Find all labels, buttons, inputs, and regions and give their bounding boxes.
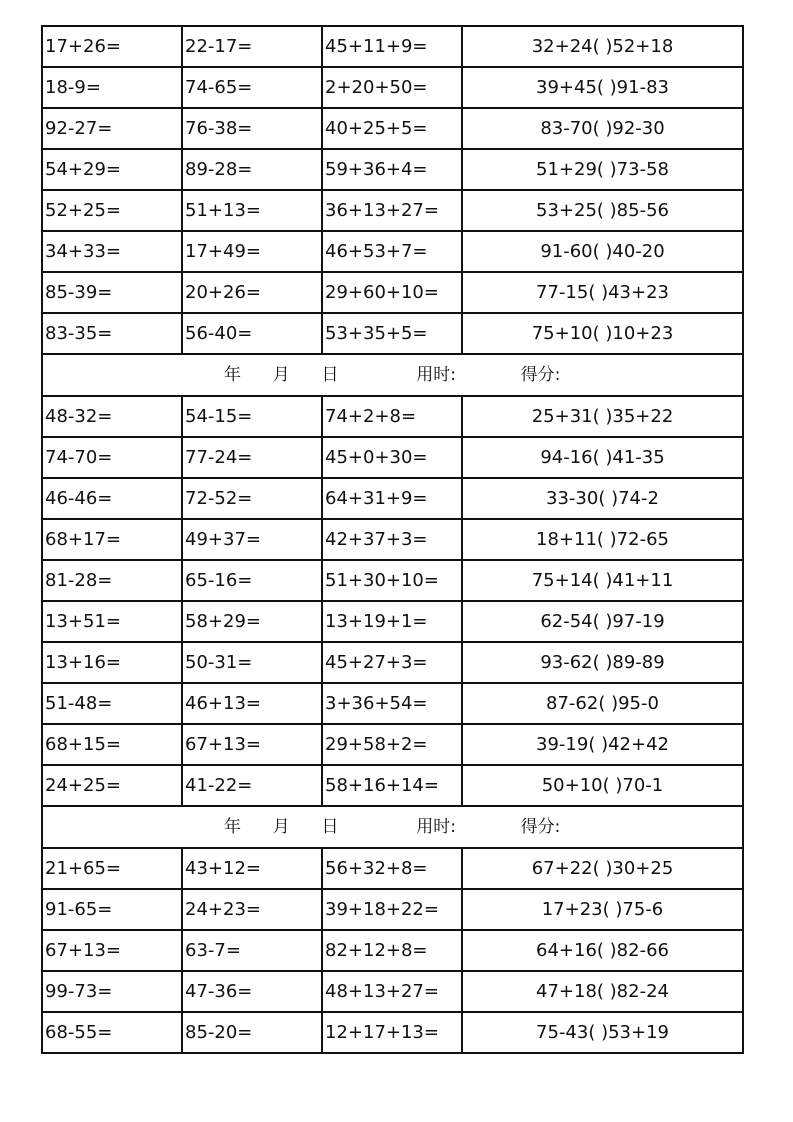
comparison-problem: 25+31( )35+22: [462, 396, 743, 437]
comparison-problem: 47+18( )82-24: [462, 971, 743, 1012]
problem-col-2: 46+13=: [182, 683, 322, 724]
comparison-problem: 93-62( )89-89: [462, 642, 743, 683]
problem-col-3: 53+35+5=: [322, 313, 462, 354]
problem-col-1: 17+26=: [42, 26, 182, 67]
problem-col-3: 29+60+10=: [322, 272, 462, 313]
problem-col-1: 18-9=: [42, 67, 182, 108]
problem-col-3: 48+13+27=: [322, 971, 462, 1012]
problem-col-3: 3+36+54=: [322, 683, 462, 724]
problem-col-1: 46-46=: [42, 478, 182, 519]
problem-row: [42, 601, 743, 642]
comparison-problem: 62-54( )97-19: [462, 601, 743, 642]
problem-col-3: 46+53+7=: [322, 231, 462, 272]
problem-row: [42, 272, 743, 313]
problem-row: [42, 642, 743, 683]
problem-col-3: 74+2+8=: [322, 396, 462, 437]
problem-row: [42, 560, 743, 601]
problem-col-1: 13+16=: [42, 642, 182, 683]
problem-col-2: 50-31=: [182, 642, 322, 683]
problem-col-2: 49+37=: [182, 519, 322, 560]
problem-col-1: 13+51=: [42, 601, 182, 642]
problem-col-1: 68-55=: [42, 1012, 182, 1053]
problem-row: [42, 437, 743, 478]
score-label: 得分:: [520, 365, 561, 385]
problem-col-3: 45+0+30=: [322, 437, 462, 478]
date-time-score-row: [42, 806, 743, 848]
comparison-problem: 53+25( )85-56: [462, 190, 743, 231]
problem-col-3: 45+27+3=: [322, 642, 462, 683]
problem-col-3: 56+32+8=: [322, 848, 462, 889]
comparison-problem: 75-43( )53+19: [462, 1012, 743, 1053]
problem-col-2: 76-38=: [182, 108, 322, 149]
problem-col-3: 64+31+9=: [322, 478, 462, 519]
problem-row: [42, 971, 743, 1012]
problem-col-2: 24+23=: [182, 889, 322, 930]
time-used-label: 用时:: [416, 817, 456, 837]
problem-col-1: 54+29=: [42, 149, 182, 190]
problem-row: [42, 765, 743, 806]
problem-col-3: 82+12+8=: [322, 930, 462, 971]
problem-col-1: 52+25=: [42, 190, 182, 231]
problem-col-3: 40+25+5=: [322, 108, 462, 149]
month-label: 月: [272, 365, 290, 385]
problem-col-1: 74-70=: [42, 437, 182, 478]
problem-col-1: 34+33=: [42, 231, 182, 272]
comparison-problem: 33-30( )74-2: [462, 478, 743, 519]
problem-col-2: 65-16=: [182, 560, 322, 601]
problem-col-3: 45+11+9=: [322, 26, 462, 67]
comparison-problem: 83-70( )92-30: [462, 108, 743, 149]
problem-col-3: 39+18+22=: [322, 889, 462, 930]
problem-col-2: 56-40=: [182, 313, 322, 354]
problem-col-2: 20+26=: [182, 272, 322, 313]
problem-col-1: 21+65=: [42, 848, 182, 889]
problem-row: [42, 848, 743, 889]
problem-row: [42, 519, 743, 560]
comparison-problem: 87-62( )95-0: [462, 683, 743, 724]
problem-col-3: 42+37+3=: [322, 519, 462, 560]
problem-col-3: 29+58+2=: [322, 724, 462, 765]
date-time-score-cell: [42, 806, 743, 848]
problem-col-1: 91-65=: [42, 889, 182, 930]
problem-col-1: 24+25=: [42, 765, 182, 806]
date-time-score-cell: [42, 354, 743, 396]
problem-col-2: 74-65=: [182, 67, 322, 108]
problem-col-3: 12+17+13=: [322, 1012, 462, 1053]
problem-col-2: 51+13=: [182, 190, 322, 231]
comparison-problem: 18+11( )72-65: [462, 519, 743, 560]
score-label: 得分:: [520, 817, 561, 837]
problem-row: [42, 930, 743, 971]
problem-col-1: 81-28=: [42, 560, 182, 601]
problem-col-2: 17+49=: [182, 231, 322, 272]
day-label: 日: [321, 817, 339, 837]
problem-col-3: 13+19+1=: [322, 601, 462, 642]
comparison-problem: 50+10( )70-1: [462, 765, 743, 806]
problem-row: [42, 26, 743, 67]
problem-col-1: 68+17=: [42, 519, 182, 560]
day-label: 日: [321, 365, 339, 385]
problem-col-3: 59+36+4=: [322, 149, 462, 190]
worksheet-table: [41, 25, 744, 1054]
problem-col-3: 2+20+50=: [322, 67, 462, 108]
problem-col-2: 54-15=: [182, 396, 322, 437]
problem-row: [42, 724, 743, 765]
problem-col-1: 92-27=: [42, 108, 182, 149]
problem-row: [42, 313, 743, 354]
problem-col-2: 58+29=: [182, 601, 322, 642]
problem-col-1: 67+13=: [42, 930, 182, 971]
problem-col-2: 47-36=: [182, 971, 322, 1012]
problem-col-1: 83-35=: [42, 313, 182, 354]
problem-col-2: 67+13=: [182, 724, 322, 765]
problem-col-1: 68+15=: [42, 724, 182, 765]
problem-row: [42, 1012, 743, 1053]
problem-row: [42, 231, 743, 272]
month-label: 月: [272, 817, 290, 837]
comparison-problem: 51+29( )73-58: [462, 149, 743, 190]
comparison-problem: 39-19( )42+42: [462, 724, 743, 765]
problem-row: [42, 108, 743, 149]
comparison-problem: 17+23( )75-6: [462, 889, 743, 930]
comparison-problem: 32+24( )52+18: [462, 26, 743, 67]
problem-col-3: 36+13+27=: [322, 190, 462, 231]
problem-row: [42, 149, 743, 190]
problem-col-1: 85-39=: [42, 272, 182, 313]
problem-col-2: 41-22=: [182, 765, 322, 806]
problem-row: [42, 683, 743, 724]
comparison-problem: 77-15( )43+23: [462, 272, 743, 313]
comparison-problem: 75+10( )10+23: [462, 313, 743, 354]
date-time-score-row: [42, 354, 743, 396]
problem-col-3: 58+16+14=: [322, 765, 462, 806]
problem-row: [42, 67, 743, 108]
problem-col-2: 77-24=: [182, 437, 322, 478]
problem-col-1: 51-48=: [42, 683, 182, 724]
problem-col-3: 51+30+10=: [322, 560, 462, 601]
problem-row: [42, 396, 743, 437]
comparison-problem: 91-60( )40-20: [462, 231, 743, 272]
problem-row: [42, 889, 743, 930]
problem-col-2: 63-7=: [182, 930, 322, 971]
year-label: 年: [224, 365, 241, 385]
problem-row: [42, 190, 743, 231]
problem-col-1: 48-32=: [42, 396, 182, 437]
comparison-problem: 39+45( )91-83: [462, 67, 743, 108]
problem-col-2: 22-17=: [182, 26, 322, 67]
problem-col-2: 72-52=: [182, 478, 322, 519]
problem-row: [42, 478, 743, 519]
problem-col-2: 85-20=: [182, 1012, 322, 1053]
problem-col-1: 99-73=: [42, 971, 182, 1012]
problem-col-2: 89-28=: [182, 149, 322, 190]
comparison-problem: 94-16( )41-35: [462, 437, 743, 478]
comparison-problem: 67+22( )30+25: [462, 848, 743, 889]
comparison-problem: 64+16( )82-66: [462, 930, 743, 971]
problem-col-2: 43+12=: [182, 848, 322, 889]
comparison-problem: 75+14( )41+11: [462, 560, 743, 601]
time-used-label: 用时:: [416, 365, 456, 385]
worksheet-body: [42, 26, 743, 1053]
year-label: 年: [224, 817, 241, 837]
